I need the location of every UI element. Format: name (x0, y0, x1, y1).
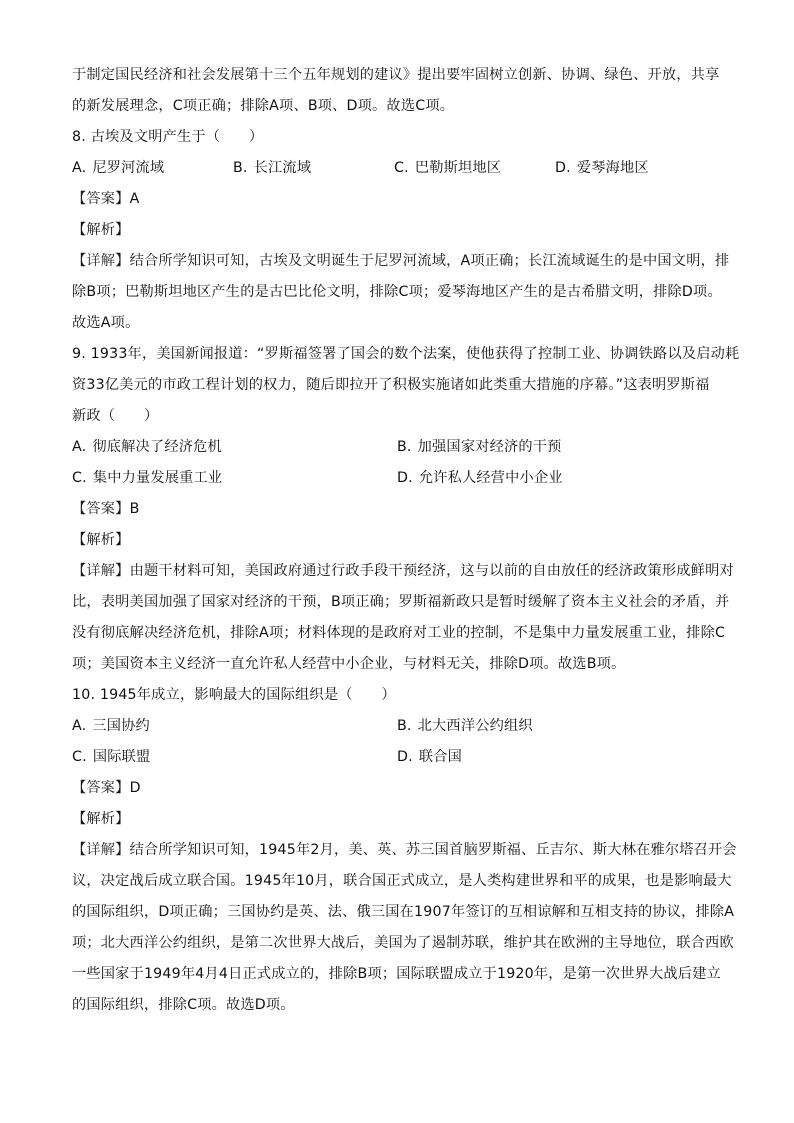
option-text: 三国协约 (92, 718, 150, 734)
options-row (72, 432, 722, 463)
question-9 (72, 339, 740, 680)
answer-value: D (129, 780, 141, 796)
answer-label: 【答案】 (72, 501, 130, 517)
analysis-label: 【解析】 (72, 811, 130, 827)
answer-line (72, 184, 722, 215)
option-text: 巴勒斯坦地区 (414, 160, 502, 176)
detail-label: 【详解】 (72, 563, 130, 579)
option-text: 长江流域 (253, 160, 312, 176)
option-c (72, 463, 397, 494)
detail-text: 议，决定战后成立联合国。1945年10月，联合国正式成立，是人类构建世界和平的成果，也是影响最大 (72, 873, 732, 889)
option-d (397, 742, 722, 773)
detail-text: 没有彻底解决经济危机，排除A项；材料体现的是政府对工业的控制，不是集中力量发展重工业，排除C (72, 625, 726, 641)
option-letter: C. (72, 749, 87, 765)
option-a (72, 432, 397, 463)
detail-line (72, 556, 734, 587)
answer-line (72, 494, 722, 525)
option-letter: C. (394, 160, 409, 176)
detail-text: 的国际组织，D项正确；三国协约是英、法、俄三国在1907年签订的互相谅解和互相支持的协议，排除A (72, 904, 735, 920)
option-letter: D. (555, 160, 571, 176)
option-letter: A. (72, 718, 87, 734)
option-letter: B. (397, 439, 412, 455)
option-letter: A. (72, 439, 87, 455)
detail-line (72, 835, 737, 866)
previous-answer-tail (72, 60, 722, 122)
text-line: 的新发展理念，C项正确；排除A项、B项、D项。故选C项。 (72, 98, 455, 114)
option-letter: A. (72, 160, 87, 176)
detail-text: 一些国家于1949年4月4日正式成立的，排除B项；国际联盟成立于1920年，是第一次世界大战后建立 (72, 966, 721, 982)
option-text: 彻底解决了经济危机 (92, 439, 222, 455)
options-row (72, 742, 722, 773)
option-c (72, 742, 397, 773)
options-row (72, 711, 722, 742)
option-text: 尼罗河流域 (92, 160, 165, 176)
option-text: 集中力量发展重工业 (92, 470, 223, 486)
analysis-label: 【解析】 (72, 532, 130, 548)
question-stem: 9. 1933年，美国新闻报道：“罗斯福签署了国会的数个法案，使他获得了控制工业、协调铁路以及启动耗 (72, 346, 740, 362)
document-page (72, 60, 740, 1021)
detail-label: 【详解】 (72, 842, 130, 858)
detail-text: 由题干材料可知，美国政府通过行政手段干预经济，这与以前的自由放任的经济政策形成鲜明对 (129, 563, 734, 579)
detail-line (72, 246, 730, 277)
detail-label: 【详解】 (72, 253, 130, 269)
option-text: 联合国 (418, 749, 463, 765)
option-b (397, 711, 722, 742)
options-row (72, 153, 722, 184)
option-letter: D. (397, 749, 413, 765)
option-letter: B. (233, 160, 248, 176)
option-text: 加强国家对经济的干预 (417, 439, 562, 455)
text-line: 于制定国民经济和社会发展第十三个五年规划的建议》提出要牢固树立创新、协调、绿色、开放，共享 (72, 67, 720, 83)
option-b (233, 153, 394, 184)
answer-label: 【答案】 (72, 780, 130, 796)
option-letter: C. (72, 470, 87, 486)
detail-text: 结合所学知识可知，1945年2月，美、英、苏三国首脑罗斯福、丘吉尔、斯大林在雅尔塔召开会 (129, 842, 737, 858)
detail-text: 除B项；巴勒斯坦地区产生的是古巴比伦文明，排除C项；爱琴海地区产生的是古希腊文明，排除D项。 (72, 284, 722, 300)
option-letter: D. (397, 470, 413, 486)
question-8 (72, 122, 730, 339)
question-10 (72, 680, 737, 1021)
option-text: 北大西洋公约组织 (417, 718, 533, 734)
question-stem: 10. 1945年成立，影响最大的国际组织是（ ） (72, 687, 396, 703)
option-d (397, 463, 722, 494)
option-c (394, 153, 555, 184)
option-text: 国际联盟 (92, 749, 151, 765)
options-row (72, 463, 722, 494)
option-text: 爱琴海地区 (576, 160, 649, 176)
option-a (72, 153, 233, 184)
answer-value: B (129, 501, 140, 517)
question-stem: 新政（ ） (72, 408, 159, 424)
option-text: 允许私人经营中小企业 (418, 470, 563, 486)
detail-text: 结合所学知识可知，古埃及文明诞生于尼罗河流域，A项正确；长江流域诞生的是中国文明，排 (129, 253, 730, 269)
answer-label: 【答案】 (72, 191, 130, 207)
option-b (397, 432, 722, 463)
option-letter: B. (397, 718, 412, 734)
detail-text: 故选A项。 (72, 315, 140, 331)
question-stem: 8. 古埃及文明产生于（ ） (72, 129, 264, 145)
detail-text: 的国际组织，排除C项。故选D项。 (72, 997, 295, 1013)
detail-text: 项；美国资本主义经济一直允许私人经营中小企业，与材料无关，排除D项。故选B项。 (72, 656, 626, 672)
detail-text: 比，表明美国加强了国家对经济的干预，B项正确；罗斯福新政只是暂时缓解了资本主义社会的矛盾，并 (72, 594, 730, 610)
detail-text: 项；北大西洋公约组织，是第二次世界大战后，美国为了遏制苏联，维护其在欧洲的主导地位，联合西欧 (72, 935, 734, 951)
analysis-label: 【解析】 (72, 222, 130, 238)
answer-value: A (129, 191, 140, 207)
option-d (555, 153, 716, 184)
option-a (72, 711, 397, 742)
question-stem: 资33亿美元的市政工程计划的权力，随后即拉开了积极实施诸如此类重大措施的序幕。”这表明罗斯福 (72, 377, 710, 393)
answer-line (72, 773, 722, 804)
